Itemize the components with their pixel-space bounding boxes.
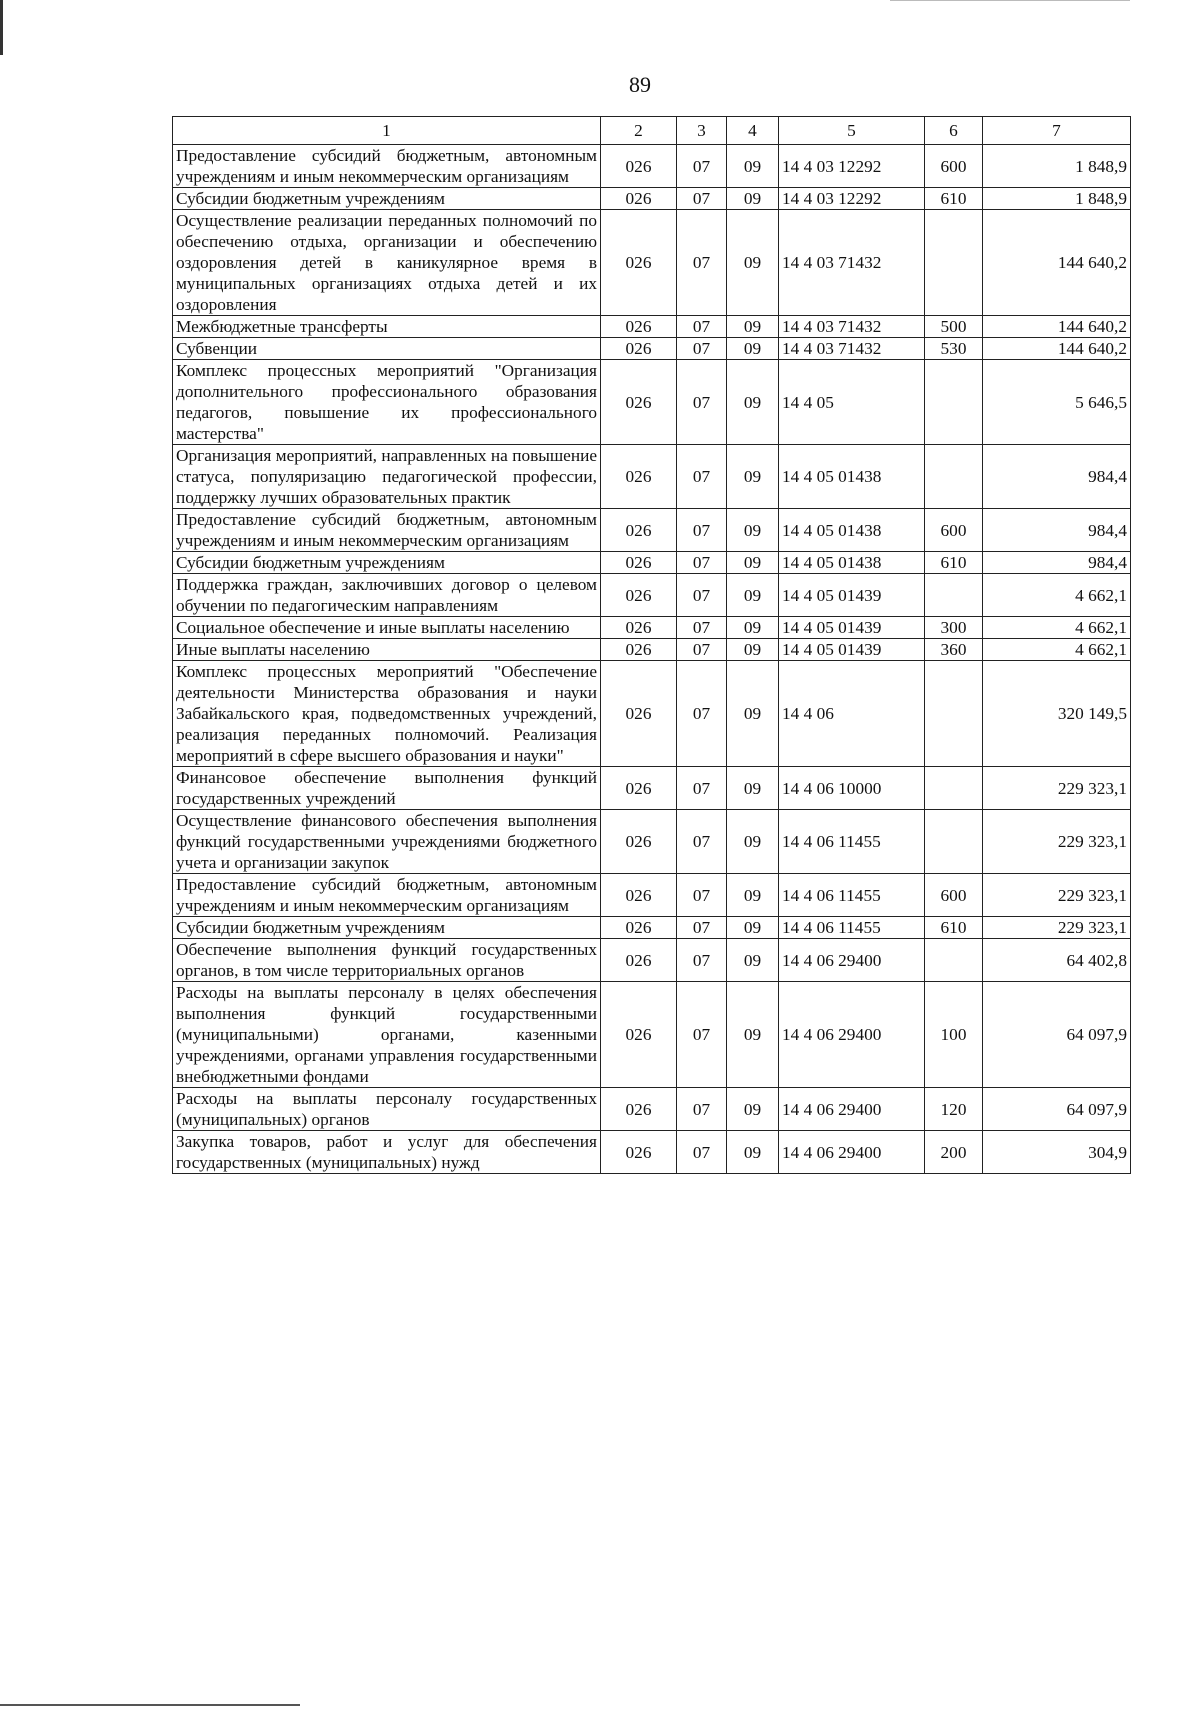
row-section-code: 07 (677, 188, 727, 210)
header-row (173, 117, 1131, 145)
row-description: Поддержка граждан, заключивших договор о целевом обучении по педагогическим направлениям (173, 574, 601, 617)
row-expense-type (925, 939, 983, 982)
row-expense-type: 600 (925, 145, 983, 188)
row-amount: 64 097,9 (983, 1088, 1131, 1131)
row-description: Комплекс процессных мероприятий "Обеспечение деятельности Министерства образования и науки Забайкальского края, подведомственных учреждений, реализация переданных полномочий. Реализация мероприятий в сфере высшего образования и науки" (173, 661, 601, 767)
row-section-code: 07 (677, 145, 727, 188)
row-subsection-code: 09 (727, 982, 779, 1088)
row-expense-type: 610 (925, 552, 983, 574)
row-subsection-code: 09 (727, 810, 779, 874)
row-section-code: 07 (677, 939, 727, 982)
row-target-article: 14 4 06 10000 (779, 767, 925, 810)
row-description: Предоставление субсидий бюджетным, автономным учреждениям и иным некоммерческим организациям (173, 874, 601, 917)
row-expense-type: 610 (925, 188, 983, 210)
table-row (173, 767, 1131, 810)
row-description: Обеспечение выполнения функций государственных органов, в том числе территориальных органов (173, 939, 601, 982)
row-description: Субвенции (173, 338, 601, 360)
column-header: 4 (727, 117, 779, 145)
row-ministry-code: 026 (601, 982, 677, 1088)
row-target-article: 14 4 03 12292 (779, 145, 925, 188)
row-amount: 144 640,2 (983, 210, 1131, 316)
page-number: 89 (629, 72, 651, 97)
row-subsection-code: 09 (727, 1088, 779, 1131)
row-ministry-code: 026 (601, 661, 677, 767)
row-expense-type (925, 661, 983, 767)
row-description: Осуществление реализации переданных полномочий по обеспечению отдыха, организации и обеспечению оздоровления детей в каникулярное время в муниципальных организациях отдыха детей и их оздоровления (173, 210, 601, 316)
row-expense-type: 600 (925, 874, 983, 917)
row-ministry-code: 026 (601, 445, 677, 509)
row-target-article: 14 4 03 12292 (779, 188, 925, 210)
row-ministry-code: 026 (601, 552, 677, 574)
row-target-article: 14 4 05 01439 (779, 617, 925, 639)
row-expense-type: 200 (925, 1131, 983, 1174)
row-ministry-code: 026 (601, 509, 677, 552)
table-row (173, 145, 1131, 188)
row-description: Субсидии бюджетным учреждениям (173, 552, 601, 574)
row-target-article: 14 4 05 (779, 360, 925, 445)
row-expense-type (925, 767, 983, 810)
row-target-article: 14 4 05 01438 (779, 509, 925, 552)
row-section-code: 07 (677, 617, 727, 639)
row-amount: 304,9 (983, 1131, 1131, 1174)
row-amount: 144 640,2 (983, 316, 1131, 338)
row-section-code: 07 (677, 874, 727, 917)
row-description: Субсидии бюджетным учреждениям (173, 188, 601, 210)
table-row (173, 617, 1131, 639)
row-amount: 1 848,9 (983, 188, 1131, 210)
table-row (173, 338, 1131, 360)
table-row (173, 509, 1131, 552)
row-description: Предоставление субсидий бюджетным, автономным учреждениям и иным некоммерческим организациям (173, 145, 601, 188)
row-description: Финансовое обеспечение выполнения функций государственных учреждений (173, 767, 601, 810)
row-section-code: 07 (677, 917, 727, 939)
table-row (173, 316, 1131, 338)
row-subsection-code: 09 (727, 338, 779, 360)
row-description: Закупка товаров, работ и услуг для обеспечения государственных (муниципальных) нужд (173, 1131, 601, 1174)
row-description: Расходы на выплаты персоналу в целях обеспечения выполнения функций государственными (муниципальными) органами, казенными учреждениями, органами управления государственными внебюджетными фондами (173, 982, 601, 1088)
row-target-article: 14 4 06 29400 (779, 939, 925, 982)
row-section-code: 07 (677, 338, 727, 360)
row-section-code: 07 (677, 982, 727, 1088)
row-amount: 144 640,2 (983, 338, 1131, 360)
row-ministry-code: 026 (601, 145, 677, 188)
row-target-article: 14 4 03 71432 (779, 316, 925, 338)
row-description: Предоставление субсидий бюджетным, автономным учреждениям и иным некоммерческим организациям (173, 509, 601, 552)
row-ministry-code: 026 (601, 617, 677, 639)
row-subsection-code: 09 (727, 552, 779, 574)
row-expense-type: 300 (925, 617, 983, 639)
row-amount: 229 323,1 (983, 767, 1131, 810)
column-header: 3 (677, 117, 727, 145)
row-subsection-code: 09 (727, 316, 779, 338)
row-subsection-code: 09 (727, 617, 779, 639)
table-row (173, 810, 1131, 874)
table-row (173, 1088, 1131, 1131)
scan-margin-line (0, 0, 3, 55)
row-ministry-code: 026 (601, 574, 677, 617)
row-description: Комплекс процессных мероприятий "Организация дополнительного профессионального образования педагогов, повышение их профессионального мастерства" (173, 360, 601, 445)
row-expense-type (925, 574, 983, 617)
row-description: Межбюджетные трансферты (173, 316, 601, 338)
row-expense-type: 530 (925, 338, 983, 360)
row-amount: 4 662,1 (983, 574, 1131, 617)
row-subsection-code: 09 (727, 767, 779, 810)
row-amount: 1 848,9 (983, 145, 1131, 188)
row-subsection-code: 09 (727, 1131, 779, 1174)
row-expense-type: 100 (925, 982, 983, 1088)
row-amount: 229 323,1 (983, 874, 1131, 917)
row-amount: 229 323,1 (983, 810, 1131, 874)
row-section-code: 07 (677, 509, 727, 552)
row-ministry-code: 026 (601, 874, 677, 917)
column-header: 2 (601, 117, 677, 145)
row-description: Социальное обеспечение и иные выплаты населению (173, 617, 601, 639)
table-row (173, 445, 1131, 509)
row-target-article: 14 4 06 (779, 661, 925, 767)
row-ministry-code: 026 (601, 316, 677, 338)
row-target-article: 14 4 05 01438 (779, 552, 925, 574)
row-section-code: 07 (677, 574, 727, 617)
row-subsection-code: 09 (727, 360, 779, 445)
row-ministry-code: 026 (601, 917, 677, 939)
row-subsection-code: 09 (727, 661, 779, 767)
row-subsection-code: 09 (727, 509, 779, 552)
row-expense-type: 600 (925, 509, 983, 552)
row-description: Организация мероприятий, направленных на повышение статуса, популяризацию педагогической профессии, поддержку лучших образовательных практик (173, 445, 601, 509)
row-ministry-code: 026 (601, 210, 677, 316)
row-section-code: 07 (677, 639, 727, 661)
row-subsection-code: 09 (727, 639, 779, 661)
row-expense-type (925, 360, 983, 445)
table-row (173, 574, 1131, 617)
column-header: 7 (983, 117, 1131, 145)
row-target-article: 14 4 06 11455 (779, 874, 925, 917)
row-subsection-code: 09 (727, 574, 779, 617)
row-target-article: 14 4 03 71432 (779, 210, 925, 316)
row-section-code: 07 (677, 767, 727, 810)
row-subsection-code: 09 (727, 145, 779, 188)
column-header: 6 (925, 117, 983, 145)
row-amount: 4 662,1 (983, 617, 1131, 639)
column-header: 1 (173, 117, 601, 145)
row-section-code: 07 (677, 1131, 727, 1174)
row-amount: 64 402,8 (983, 939, 1131, 982)
row-ministry-code: 026 (601, 939, 677, 982)
row-target-article: 14 4 05 01438 (779, 445, 925, 509)
row-section-code: 07 (677, 360, 727, 445)
row-section-code: 07 (677, 445, 727, 509)
row-ministry-code: 026 (601, 1131, 677, 1174)
row-amount: 5 646,5 (983, 360, 1131, 445)
table-row (173, 639, 1131, 661)
table-row (173, 917, 1131, 939)
row-target-article: 14 4 06 29400 (779, 1088, 925, 1131)
row-subsection-code: 09 (727, 874, 779, 917)
row-expense-type: 360 (925, 639, 983, 661)
row-subsection-code: 09 (727, 210, 779, 316)
row-ministry-code: 026 (601, 360, 677, 445)
row-amount: 4 662,1 (983, 639, 1131, 661)
row-target-article: 14 4 06 29400 (779, 982, 925, 1088)
row-target-article: 14 4 06 11455 (779, 917, 925, 939)
row-subsection-code: 09 (727, 188, 779, 210)
row-target-article: 14 4 06 29400 (779, 1131, 925, 1174)
row-target-article: 14 4 06 11455 (779, 810, 925, 874)
row-expense-type: 120 (925, 1088, 983, 1131)
row-ministry-code: 026 (601, 810, 677, 874)
row-amount: 64 097,9 (983, 982, 1131, 1088)
row-target-article: 14 4 03 71432 (779, 338, 925, 360)
row-description: Расходы на выплаты персоналу государственных (муниципальных) органов (173, 1088, 601, 1131)
row-expense-type: 610 (925, 917, 983, 939)
table-row (173, 552, 1131, 574)
row-ministry-code: 026 (601, 188, 677, 210)
scan-top-line (890, 0, 1130, 1)
row-amount: 320 149,5 (983, 661, 1131, 767)
row-section-code: 07 (677, 1088, 727, 1131)
table-row (173, 1131, 1131, 1174)
row-amount: 984,4 (983, 552, 1131, 574)
row-description: Осуществление финансового обеспечения выполнения функций государственными учреждениями бюджетного учета и организации закупок (173, 810, 601, 874)
row-subsection-code: 09 (727, 445, 779, 509)
table-row (173, 661, 1131, 767)
row-amount: 229 323,1 (983, 917, 1131, 939)
row-expense-type (925, 210, 983, 316)
table-row (173, 874, 1131, 917)
row-amount: 984,4 (983, 509, 1131, 552)
row-target-article: 14 4 05 01439 (779, 574, 925, 617)
table-row (173, 360, 1131, 445)
row-section-code: 07 (677, 316, 727, 338)
row-amount: 984,4 (983, 445, 1131, 509)
row-ministry-code: 026 (601, 639, 677, 661)
table-row (173, 939, 1131, 982)
row-expense-type (925, 810, 983, 874)
row-target-article: 14 4 05 01439 (779, 639, 925, 661)
row-section-code: 07 (677, 210, 727, 316)
row-section-code: 07 (677, 810, 727, 874)
budget-table (172, 116, 1131, 1174)
row-subsection-code: 09 (727, 939, 779, 982)
row-ministry-code: 026 (601, 767, 677, 810)
row-description: Субсидии бюджетным учреждениям (173, 917, 601, 939)
row-ministry-code: 026 (601, 338, 677, 360)
row-description: Иные выплаты населению (173, 639, 601, 661)
row-ministry-code: 026 (601, 1088, 677, 1131)
row-expense-type: 500 (925, 316, 983, 338)
scan-bottom-line (0, 1704, 300, 1706)
table-row (173, 210, 1131, 316)
row-section-code: 07 (677, 661, 727, 767)
column-header: 5 (779, 117, 925, 145)
table-row (173, 188, 1131, 210)
row-subsection-code: 09 (727, 917, 779, 939)
table-row (173, 982, 1131, 1088)
row-section-code: 07 (677, 552, 727, 574)
row-expense-type (925, 445, 983, 509)
